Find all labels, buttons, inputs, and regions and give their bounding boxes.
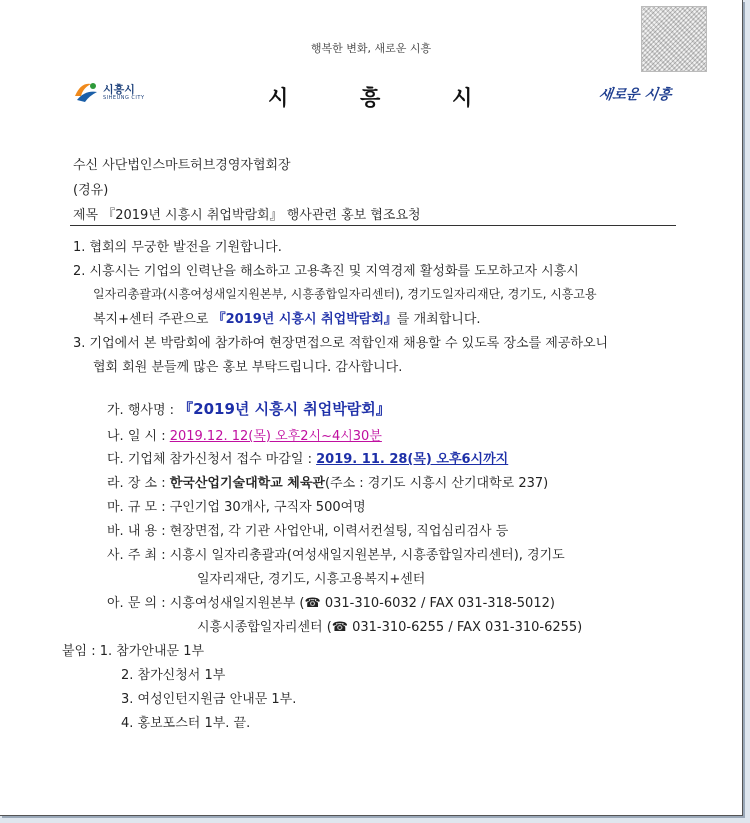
attachment-item-2: 2. 참가신청서 1부 [121,668,226,683]
paragraph-3-line-2: 협회 회원 분들께 많은 홍보 부탁드립니다. 감사합니다. [93,360,403,375]
header-slogan-right: 새로운 시흥 [597,87,673,103]
paragraph-2-line-1: 2. 시흥시는 기업의 인력난을 해소하고 고용촉진 및 지역경제 활성화를 도모하고자 시흥시 [73,264,579,279]
title-char-1: 시 [268,86,289,110]
paragraph-2-line-3 [93,308,481,327]
paragraph-2-line-3-end: 를 개최합니다. [396,312,481,327]
paragraph-2-line-3-start: 복지+센터 주관으로 [93,312,213,327]
qr-code-icon [641,6,707,72]
subject-line: 제목 『2019년 시흥시 취업박람회』 행사관련 홍보 협조요청 [73,208,421,223]
header-slogan: 행복한 변화, 새로운 시흥 [310,42,432,55]
detail-host-line-2: 일자리재단, 경기도, 시흥고용복지+센터 [197,572,426,587]
detail-datetime [107,425,382,444]
detail-da-label: 다. 기업체 참가신청서 접수 마감일 : [107,452,317,467]
logo-name: 시흥시 [103,82,135,96]
attachment-item-3: 3. 여성인턴지원금 안내문 1부. [121,692,297,707]
detail-content: 바. 내 용 : 현장면접, 각 기관 사업안내, 이력서컨설팅, 직업심리검사 등 [107,524,509,539]
detail-na-label: 나. 일 시 : [107,429,170,444]
detail-ga-label: 가. 행사명 : [107,403,179,418]
title-char-3: 시 [452,86,473,110]
detail-venue [107,472,548,491]
paragraph-2-line-2: 일자리총괄과(시흥여성새일지원본부, 시흥종합일자리센터), 경기도일자리재단, 경기도, 시흥고용 [93,287,597,301]
detail-contact-line-2: 시흥시종합일자리센터 (☎ 031-310-6255 / FAX 031-310-6255) [197,620,583,635]
detail-ra-label: 라. 장 소 : [107,476,170,491]
detail-contact-line-1: 아. 문 의 : 시흥여성새일지원본부 (☎ 031-310-6032 / FAX 031-318-5012) [107,596,555,611]
logo-subtitle: SIHEUNG CITY [103,94,145,101]
via-line: (경유) [73,183,109,198]
title-char-2: 흥 [360,86,381,110]
detail-ra-bold: 한국산업기술대학교 체육관 [169,476,325,491]
attachment-label: 붙임 : 1. 참가안내문 1부 [62,644,205,659]
recipient-line: 수신 사단법인스마트허브경영자협회장 [73,158,291,173]
detail-ra-rest: (주소 : 경기도 시흥시 산기대학로 237) [324,476,549,491]
detail-da-value: 2019. 11. 28(목) 오후6시까지 [316,452,509,467]
event-name-inline: 『2019년 시흥시 취업박람회』 [212,312,397,327]
city-logo [73,80,145,104]
detail-host-line-1: 사. 주 최 : 시흥시 일자리총괄과(여성새일지원본부, 시흥종합일자리센터), 경기도 [107,548,565,563]
detail-scale: 마. 규 모 : 구인기업 30개사, 구직자 500여명 [107,500,366,515]
subject-divider [70,225,676,226]
detail-deadline [107,448,508,467]
detail-na-value: 2019.12. 12(목) 오후2시~4시30분 [169,429,382,444]
attachment-item-4: 4. 홍보포스터 1부. 끝. [121,716,251,731]
detail-ga-value: 『2019년 시흥시 취업박람회』 [178,400,391,418]
detail-event-name [107,398,391,419]
paragraph-3-line-1: 3. 기업에서 본 박람회에 참가하여 현장면접으로 적합인재 채용할 수 있도록 장소를 제공하오니 [73,336,609,351]
paragraph-1: 1. 협회의 무궁한 발전을 기원합니다. [73,240,282,255]
city-emblem-icon [73,80,99,104]
